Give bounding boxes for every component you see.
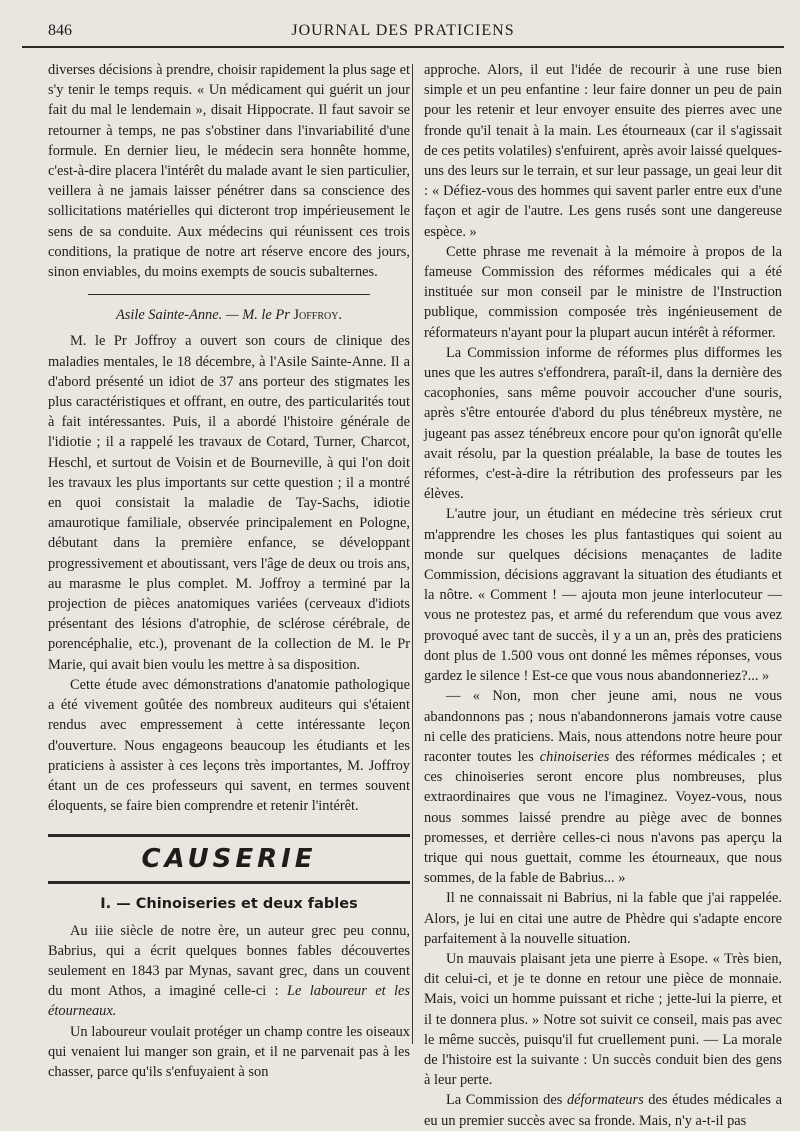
paragraph-reponse — [424, 686, 782, 888]
paragraph-esope: Un mauvais plaisant jeta une pierre à Esope. « Très bien, dit celui-ci, et je te donne en retour une pièce de monnaie. Mais, voici un homme puissant et riche ; jette-lui la pierre, et il te donnera plus. » Notre sot suivit ce conseil, mais pas avec le même succès, puisqu'il fut cruellement puni. — La morale de l'histoire est la suivante : Un succès conduit bien des gens à leur perte. — [424, 950, 782, 1089]
paragraph-medecin-qualities: diverses décisions à prendre, choisir rapidement la plus sage et s'y tenir le temps requis. « Un médicament qui guérit un jour fait du mal le lendemain », disait Hippocrate. Il faut savoir se retourner à temps, ne pas s'obstiner dans l'invariabilité d'une formule. En dernier lieu, le médecin sera honnête homme, c'est-à-dire placera l'intérêt du malade avant le sien particulier, veillera à ne jamais laisser pénétrer dans sa conscience des sollicitations matérielles qui dicteront trop impérieusement le sens de sa conduite. Aux médecins qui réunissent ces trois conditions, la pratique de notre art réserve encore des jours, sinon enviables, du moins exempts de soucis subalternes. — [48, 62, 410, 281]
heading-place: Asile Sainte-Anne. — [115, 307, 223, 324]
journal-title: JOURNAL DES PRATICIENS — [291, 22, 515, 39]
paragraph-joffroy-course: M. le Pr Joffroy a ouvert son cours de clinique des maladies mentales, le 18 décembre, à l'Asile Sainte-Anne. Il a d'abord présenté un idiot de 37 ans porteur des stigmates les plus caractéristiques et offrant, en outre, des particularités tout à fait intéressantes. Puis, il a abordé l'histoire générale de l'idiotie ; il a rappelé les travaux de Cotard, Turner, Charcot, Heschl, et surtout de Voisin et de Bourneville, à qui l'on doit les travaux les plus importants sur cette question ; il a montré en quoi consistait la maladie de Tay-Sachs, idiotie amaurotique familiale, observée principalement en Pologne, débutant dans la première enfance, se développant progressivement et aboutissant, vers l'âge de deux ou trois ans, au marasme le plus complet. M. Joffroy a terminé par la projection de pièces anatomiques variées (cerveaux d'idiots présentant des lésions d'atrophie, de sclérose cérébrale, de porencéphalie, etc.), provenant de la collection de M. le Pr Marie, qui avait bien voulu les mettre à sa disposition. — [48, 333, 410, 673]
causerie-title: CAUSERIE — [141, 844, 317, 875]
page-header — [22, 18, 784, 48]
right-column — [424, 60, 782, 1131]
causerie-banner — [48, 834, 410, 884]
paragraph-laboureur: Un laboureur voulait protéger un champ contre les oiseaux qui venaient lui manger son grain, et il ne parvenait pas à les chasser, parce qu'ils s'enfuyaient à son — [48, 1023, 410, 1080]
reponse-text-b: des réformes médicales ; et ces chinoiseries seront encore plus nombreuses, plus extraordinaires que vous ne l'imaginez. Voyez-vous, nous nous sommes laissé prendre au piège avec de bonnes promesses, et derrière celles-ci nous n'avons pas aperçu la trique qui nous guettait, comme les étourneaux, que nous sommes, de la fable de Babrius... » — [424, 748, 782, 887]
paragraph-etude: Cette étude avec démonstrations d'anatomie pathologique a été vivement goûtée des nombreux auditeurs qui s'étaient rendus avec empressement à cette intéressante leçon d'ouverture. Nous engageons beaucoup les étudiants et les praticiens à assister à ces leçons très importantes, M. Joffroy étant un de ces professeurs qui savent, en termes souvent éloquents, se faire bien comprendre et retenir l'intérêt. — [48, 676, 410, 815]
section-heading-asile — [48, 305, 410, 325]
deformateurs-text-a: La Commission des — [446, 1092, 567, 1109]
paragraph-commission: Cette phrase me revenait à la mémoire à propos de la fameuse Commission des réformes médicales qui a été instituée sur mon conseil par le ministre de l'Instruction publique, commission composée très ingénieusement de réformateurs n'ayant pour la plupart aucun intérêt à réformer. — [424, 243, 782, 341]
heading-name: Joffroy. — [293, 307, 343, 324]
column-divider — [412, 64, 413, 1044]
deformateurs-text-b: des études médicales a eu un premier succès avec sa fronde. Mais, n'y a-t-il pas — [424, 1092, 782, 1129]
heading-dash: — M. le Pr — [222, 307, 294, 324]
left-column — [48, 60, 410, 1082]
chapter-title: I. — Chinoiseries et deux fables — [100, 896, 358, 913]
paragraph-babrius — [48, 921, 410, 1022]
reponse-text-a: — « Non, mon cher jeune ami, nous ne vous abandonnons pas ; nous n'abandonnerons jamais votre cause ni celle des praticiens. Mais, nous attendons notre heure pour raconter toutes les — [424, 688, 782, 765]
fable-title: Le laboureur et les étourneaux. — [48, 983, 410, 1020]
paragraph-deformateurs — [424, 1090, 782, 1130]
deformateurs-word: déformateurs — [566, 1092, 644, 1109]
paragraph-etudiant: L'autre jour, un étudiant en médecine très sérieux crut m'apprendre les choses les plus fantastiques qui soient au monde sur quelques décisions menaçantes de ladite Commission, décisions aggravant la situation des étudiants et la nôtre. « Comment ! — ajouta mon jeune interlocuteur — vous ne protestez pas, et armé du referendum que vous avez provoqué avec tant de succès, il y a un an, près des praticiens dont plus de 1.500 vous ont donné les mêmes réponses, vous gardez le silence ! Est-ce que vous nous abandonneriez?... » — [424, 506, 782, 685]
paragraph-etourneaux: approche. Alors, il eut l'idée de recourir à une ruse bien simple et un peu enfantine : leur faire donner un peu de pain pour les retenir et leur envoyer ensuite des pierres avec une fronde qu'il tenait à la main. Les étourneaux (car il s'agissait de ces petits volatiles) s'enfuirent, après avoir laissé quelques-uns des leurs sur le terrain, et sur leur passage, un geai leur dit : « Défiez-vous des hommes qui savent parler entre eux d'une façon et agir de l'autre. Les gens rusés sont une dangereuse espèce. » — [424, 62, 782, 240]
babrius-text: Au iiie siècle de notre ère, un auteur grec peu connu, Babrius, qui a écrit quelques bonnes fables découvertes seulement en 1843 par Mynas, savant grec, dans un couvent du mont Athos, a imaginé celle-ci : — [48, 922, 410, 1000]
page-number: 846 — [48, 22, 72, 39]
paragraph-reformes: La Commission informe de réformes plus difformes les unes que les autres s'effondrera, paraît-il, dans la dernière des cacophonies, sans même pouvoir accoucher d'une souris, après s'être entourée d'abord du plus ténébreux mystère, ne jugeant pas assez ténébreux encore pour qu'on ignorât qu'elle avait résolu, par la question préalable, la base de toutes les réformes, c'est-à-dire la rétribution des professeurs par les élèves. — [424, 344, 782, 503]
section-rule — [88, 294, 370, 295]
paragraph-phedre-intro: Il ne connaissait ni Babrius, ni la fable que j'ai rappelée. Alors, je lui en citai une autre de Phèdre qui s'adapte encore parfaitement à la nouvelle situation. — [424, 890, 782, 947]
chinoiseries-word: chinoiseries — [539, 748, 610, 765]
